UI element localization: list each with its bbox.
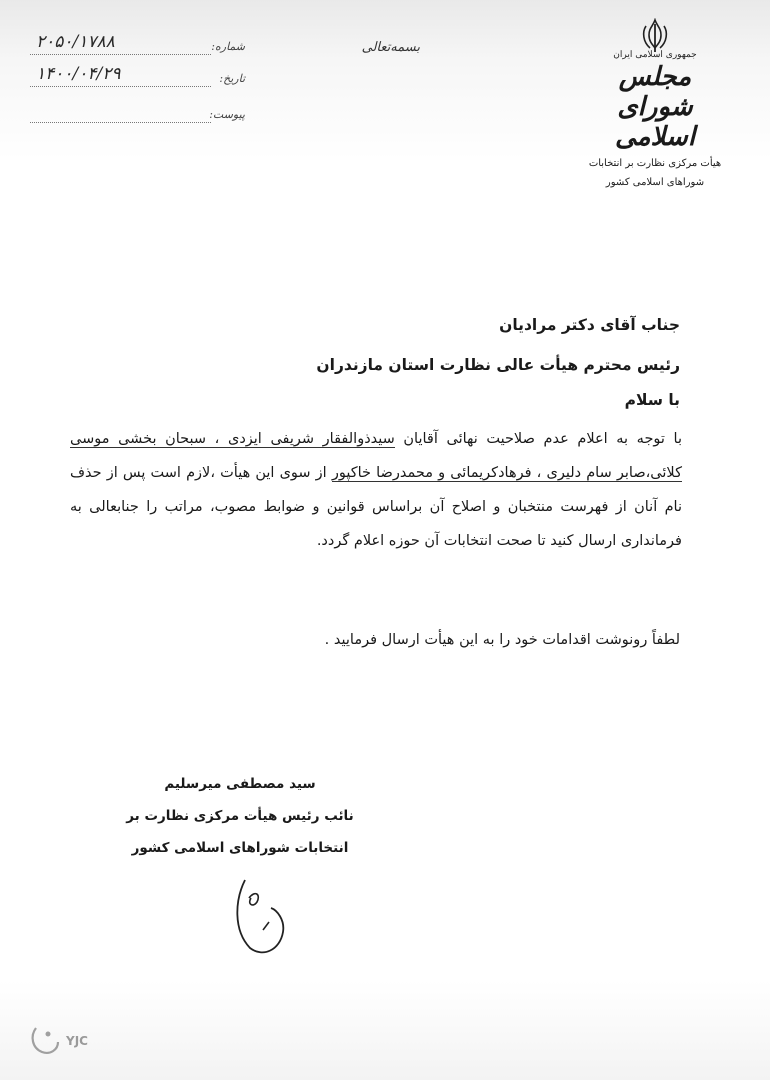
organization-name: مجلس شورای اسلامی bbox=[614, 62, 696, 152]
signatory-title-1: نائب رئیس هیأت مرکزی نظارت بر bbox=[126, 808, 354, 824]
recipient-title: رئیس محترم هیأت عالی نظارت استان مازندران bbox=[316, 356, 680, 374]
organization-sub-line-1: هیأت مرکزی نظارت بر انتخابات bbox=[588, 158, 722, 169]
letter-date-field bbox=[30, 64, 245, 92]
recipient-name: جناب آقای دکتر مرادیان bbox=[499, 316, 680, 334]
number-label: شماره: bbox=[211, 40, 245, 53]
attachment-line bbox=[30, 122, 211, 123]
date-value: ۱۴۰۰/۰۴/۲۹ bbox=[36, 64, 121, 84]
greeting: با سلام bbox=[624, 391, 680, 409]
body-text-end: از سوی این هیأت ،لازم است پس از حذف نام آنان از فهرست منتخبان و اصلاح آن براساس قوانین و ضوابط مصوب، مراتب را جنابعالی به فرمانداری ارسال کنید تا صحت انتخابات آن حوزه اعلام گردد. bbox=[70, 465, 682, 549]
country-name: جمهوری اسلامی ایران bbox=[613, 50, 697, 60]
body-text-start: با توجه به اعلام عدم صلاحیت نهائی آقایان bbox=[394, 431, 682, 447]
watermark-text: YJC bbox=[66, 1034, 88, 1048]
letter-number-field bbox=[30, 32, 245, 60]
number-line bbox=[30, 54, 211, 55]
disqualified-names: سیدذوالفقار شریفی ایزدی ، سبحان بخشی موسی کلائی،صابر سام دلیری ، فرهادکریمائی و محمدرضا خاکپور bbox=[70, 431, 682, 481]
attachment-label: پیوست: bbox=[209, 108, 245, 121]
signatory-title-2: انتخابات شوراهای اسلامی کشور bbox=[131, 840, 349, 856]
date-label: تاریخ: bbox=[219, 72, 245, 85]
signatory-name: سید مصطفی میرسلیم bbox=[164, 776, 316, 792]
bismillah: بسمه‌تعالی bbox=[361, 40, 420, 55]
number-value: ۲۰۵۰/۱۷۸۸ bbox=[36, 32, 115, 52]
letterhead bbox=[580, 50, 730, 190]
closing-line: لطفاً رونوشت اقدامات خود را به این هیأت ارسال فرمایید . bbox=[324, 632, 680, 648]
iran-emblem-icon bbox=[640, 18, 670, 54]
letter-body bbox=[70, 422, 682, 558]
date-line bbox=[30, 86, 211, 87]
letter-attachment-field bbox=[30, 108, 245, 128]
handwritten-signature bbox=[225, 860, 295, 960]
organization-sub-line-2: شوراهای اسلامی کشور bbox=[605, 177, 705, 188]
